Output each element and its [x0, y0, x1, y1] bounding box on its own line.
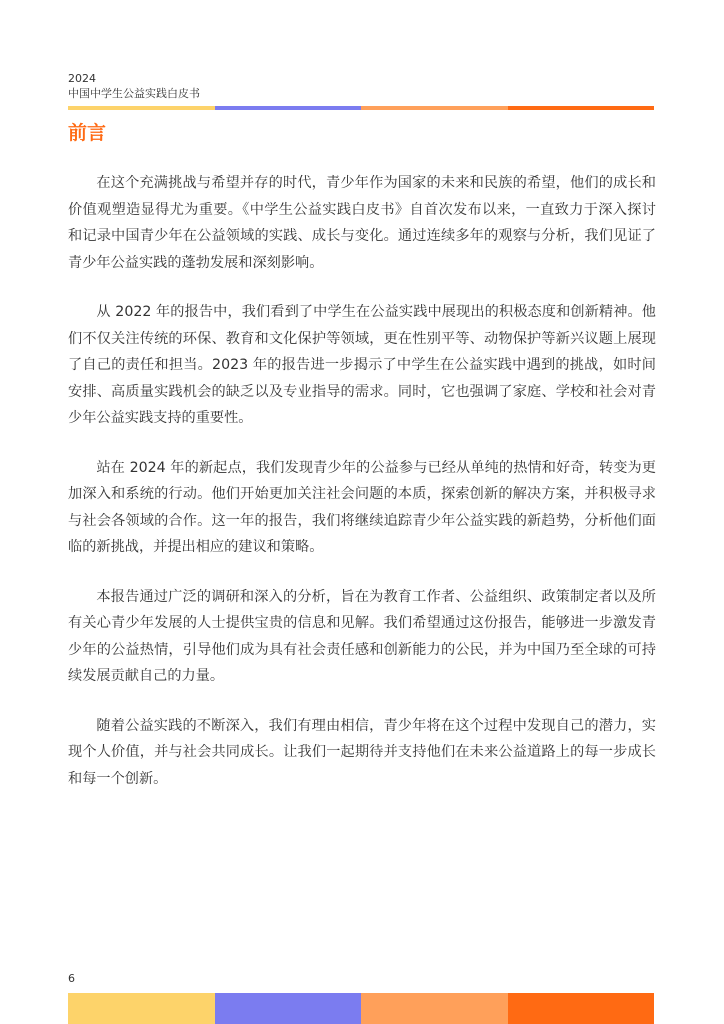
- header-year: 2024: [68, 72, 96, 85]
- paragraph: 随着公益实践的不断深入，我们有理由相信，青少年将在这个过程中发现自己的潜力，实现个人价值，并与社会共同成长。让我们一起期待并支持他们在未来公益道路上的每一步成长和每一个创新。: [68, 717, 656, 787]
- footer-bar-segment: [68, 993, 215, 1024]
- paragraph: 从 2022 年的报告中，我们看到了中学生在公益实践中展现出的积极态度和创新精神。他们不仅关注传统的环保、教育和文化保护等领域，更在性别平等、动物保护等新兴议题上展现了自己的责任和担当。2023 年的报告进一步揭示了中学生在公益实践中遇到的挑战，如时间安排、高质量实践机会的缺乏以及专业指导的需求。同时，它也强调了家庭、学校和社会对青少年公益实践支持的重要性。: [68, 304, 656, 426]
- footer-bar-segment: [215, 993, 362, 1024]
- paragraph: 在这个充满挑战与希望并存的时代，青少年作为国家的未来和民族的希望，他们的成长和价值观塑造显得尤为重要。《中学生公益实践白皮书》自首次发布以来，一直致力于深入探讨和记录中国青少年在公益领域的实践、成长与变化。通过连续多年的观察与分析，我们见证了青少年公益实践的蓬勃发展和深刻影响。: [68, 175, 656, 271]
- header-bar-segment: [361, 106, 508, 110]
- header-bar-segment: [508, 106, 655, 110]
- footer-color-bar: [68, 993, 654, 1024]
- paragraph: 本报告通过广泛的调研和深入的分析，旨在为教育工作者、公益组织、政策制定者以及所有关心青少年发展的人士提供宝贵的信息和见解。我们希望通过这份报告，能够进一步激发青少年的公益热情，引导他们成为具有社会责任感和创新能力的公民，并为中国乃至全球的可持续发展贡献自己的力量。: [68, 588, 656, 684]
- header-bar-segment: [68, 106, 215, 110]
- header-bar-segment: [215, 106, 362, 110]
- header-title: 中国中学生公益实践白皮书: [68, 87, 200, 100]
- page-header: [68, 72, 654, 101]
- paragraph: 站在 2024 年的新起点，我们发现青少年的公益参与已经从单纯的热情和好奇，转变为更加深入和系统的行动。他们开始更加关注社会问题的本质，探索创新的解决方案，并积极寻求与社会各领域的合作。这一年的报告，我们将继续追踪青少年公益实践的新趋势，分析他们面临的新挑战，并提出相应的建议和策略。: [68, 459, 656, 555]
- page-number: 6: [68, 972, 75, 985]
- header-color-bar: [68, 106, 654, 110]
- footer-bar-segment: [508, 993, 655, 1024]
- section-title: 前言: [68, 122, 107, 144]
- body-text: [68, 170, 656, 815]
- footer-bar-segment: [361, 993, 508, 1024]
